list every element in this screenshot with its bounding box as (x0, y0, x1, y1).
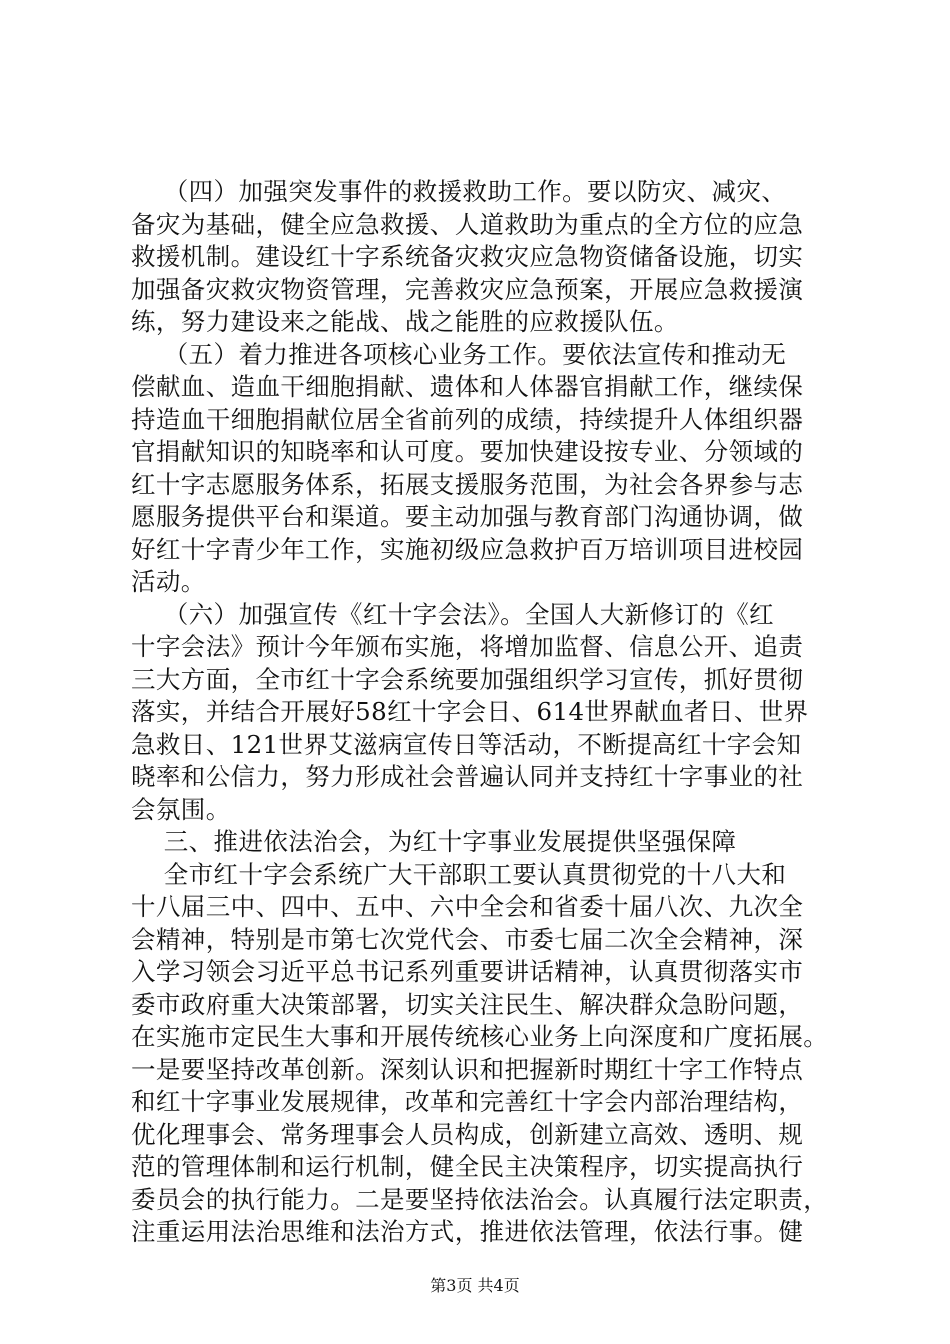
text-line: 三大方面，全市红十字会系统要加强组织学习宣传，抓好贯彻 (131, 664, 804, 694)
text-line: 晓率和公信力，努力形成社会普遍认同并支持红十字事业的社 (131, 762, 804, 791)
page-footer: 第3页 共4页 (430, 1276, 520, 1295)
text-line: 持造血干细胞捐献位居全省前列的成绩，持续提升人体组织器 (131, 404, 804, 434)
text-line: 救援机制。建设红十字系统备灾救灾应急物资储备设施，切实 (131, 242, 804, 271)
text-line: 会氛围。 (131, 794, 231, 824)
text-line: 活动。 (131, 567, 206, 596)
text-line: 加强备灾救灾物资管理，完善救灾应急预案，开展应急救援演 (131, 274, 804, 304)
text-line: 急救日、121世界艾滋病宣传日等活动，不断提高红十字会知 (131, 729, 802, 759)
text-line: 落实，并结合开展好58红十字会日、614世界献血者日、世界 (131, 697, 809, 726)
text-line: 会精神，特别是市第七次党代会、市委七届二次全会精神，深 (131, 924, 804, 954)
text-line: 好红十字青少年工作，实施初级应急救护百万培训项目进校园 (131, 534, 804, 564)
document-body (131, 176, 831, 1249)
text-line: 备灾为基础，健全应急救援、人道救助为重点的全方位的应急 (131, 209, 804, 239)
text-line: 偿献血、造血干细胞捐献、遗体和人体器官捐献工作，继续保 (131, 372, 804, 401)
text-line: 三、推进依法治会，为红十字事业发展提供坚强保障 (131, 827, 737, 856)
text-line: 练，努力建设来之能战、战之能胜的应救援队伍。 (131, 307, 679, 336)
text-line: 官捐献知识的知晓率和认可度。要加快建设按专业、分领域的 (131, 437, 804, 466)
text-line: （六）加强宣传《红十字会法》。全国人大新修订的《红 (131, 599, 774, 629)
text-line: 和红十字事业发展规律，改革和完善红十字会内部治理结构， (131, 1087, 804, 1116)
text-line: 十字会法》预计今年颁布实施，将增加监督、信息公开、追责 (131, 632, 804, 661)
text-line: 入学习领会习近平总书记系列重要讲话精神，认真贯彻落实市 (131, 957, 804, 986)
text-line: 红十字志愿服务体系，拓展支援服务范围，为社会各界参与志 (131, 469, 804, 499)
text-line: 十八届三中、四中、五中、六中全会和省委十届八次、九次全 (131, 892, 804, 921)
text-line: 一是要坚持改革创新。深刻认识和把握新时期红十字工作特点 (131, 1054, 804, 1084)
text-line: （五）着力推进各项核心业务工作。要依法宣传和推动无 (131, 339, 787, 369)
text-line: （四）加强突发事件的救援救助工作。要以防灾、减灾、 (131, 177, 787, 206)
text-line: 委市政府重大决策部署，切实关注民生、解决群众急盼问题， (131, 989, 804, 1019)
text-line: 注重运用法治思维和法治方式，推进依法管理，依法行事。健 (131, 1217, 804, 1246)
text-line: 优化理事会、常务理事会人员构成，创新建立高效、透明、规 (131, 1119, 804, 1149)
text-line: 在实施市定民生大事和开展传统核心业务上向深度和广度拓展。 (131, 1022, 829, 1051)
text-line: 全市红十字会系统广大干部职工要认真贯彻党的十八大和 (131, 859, 787, 889)
text-line: 委员会的执行能力。二是要坚持依法治会。认真履行法定职责， (131, 1184, 829, 1214)
text-line: 愿服务提供平台和渠道。要主动加强与教育部门沟通协调，做 (131, 502, 804, 531)
text-line: 范的管理体制和运行机制，健全民主决策程序，切实提高执行 (131, 1152, 804, 1181)
